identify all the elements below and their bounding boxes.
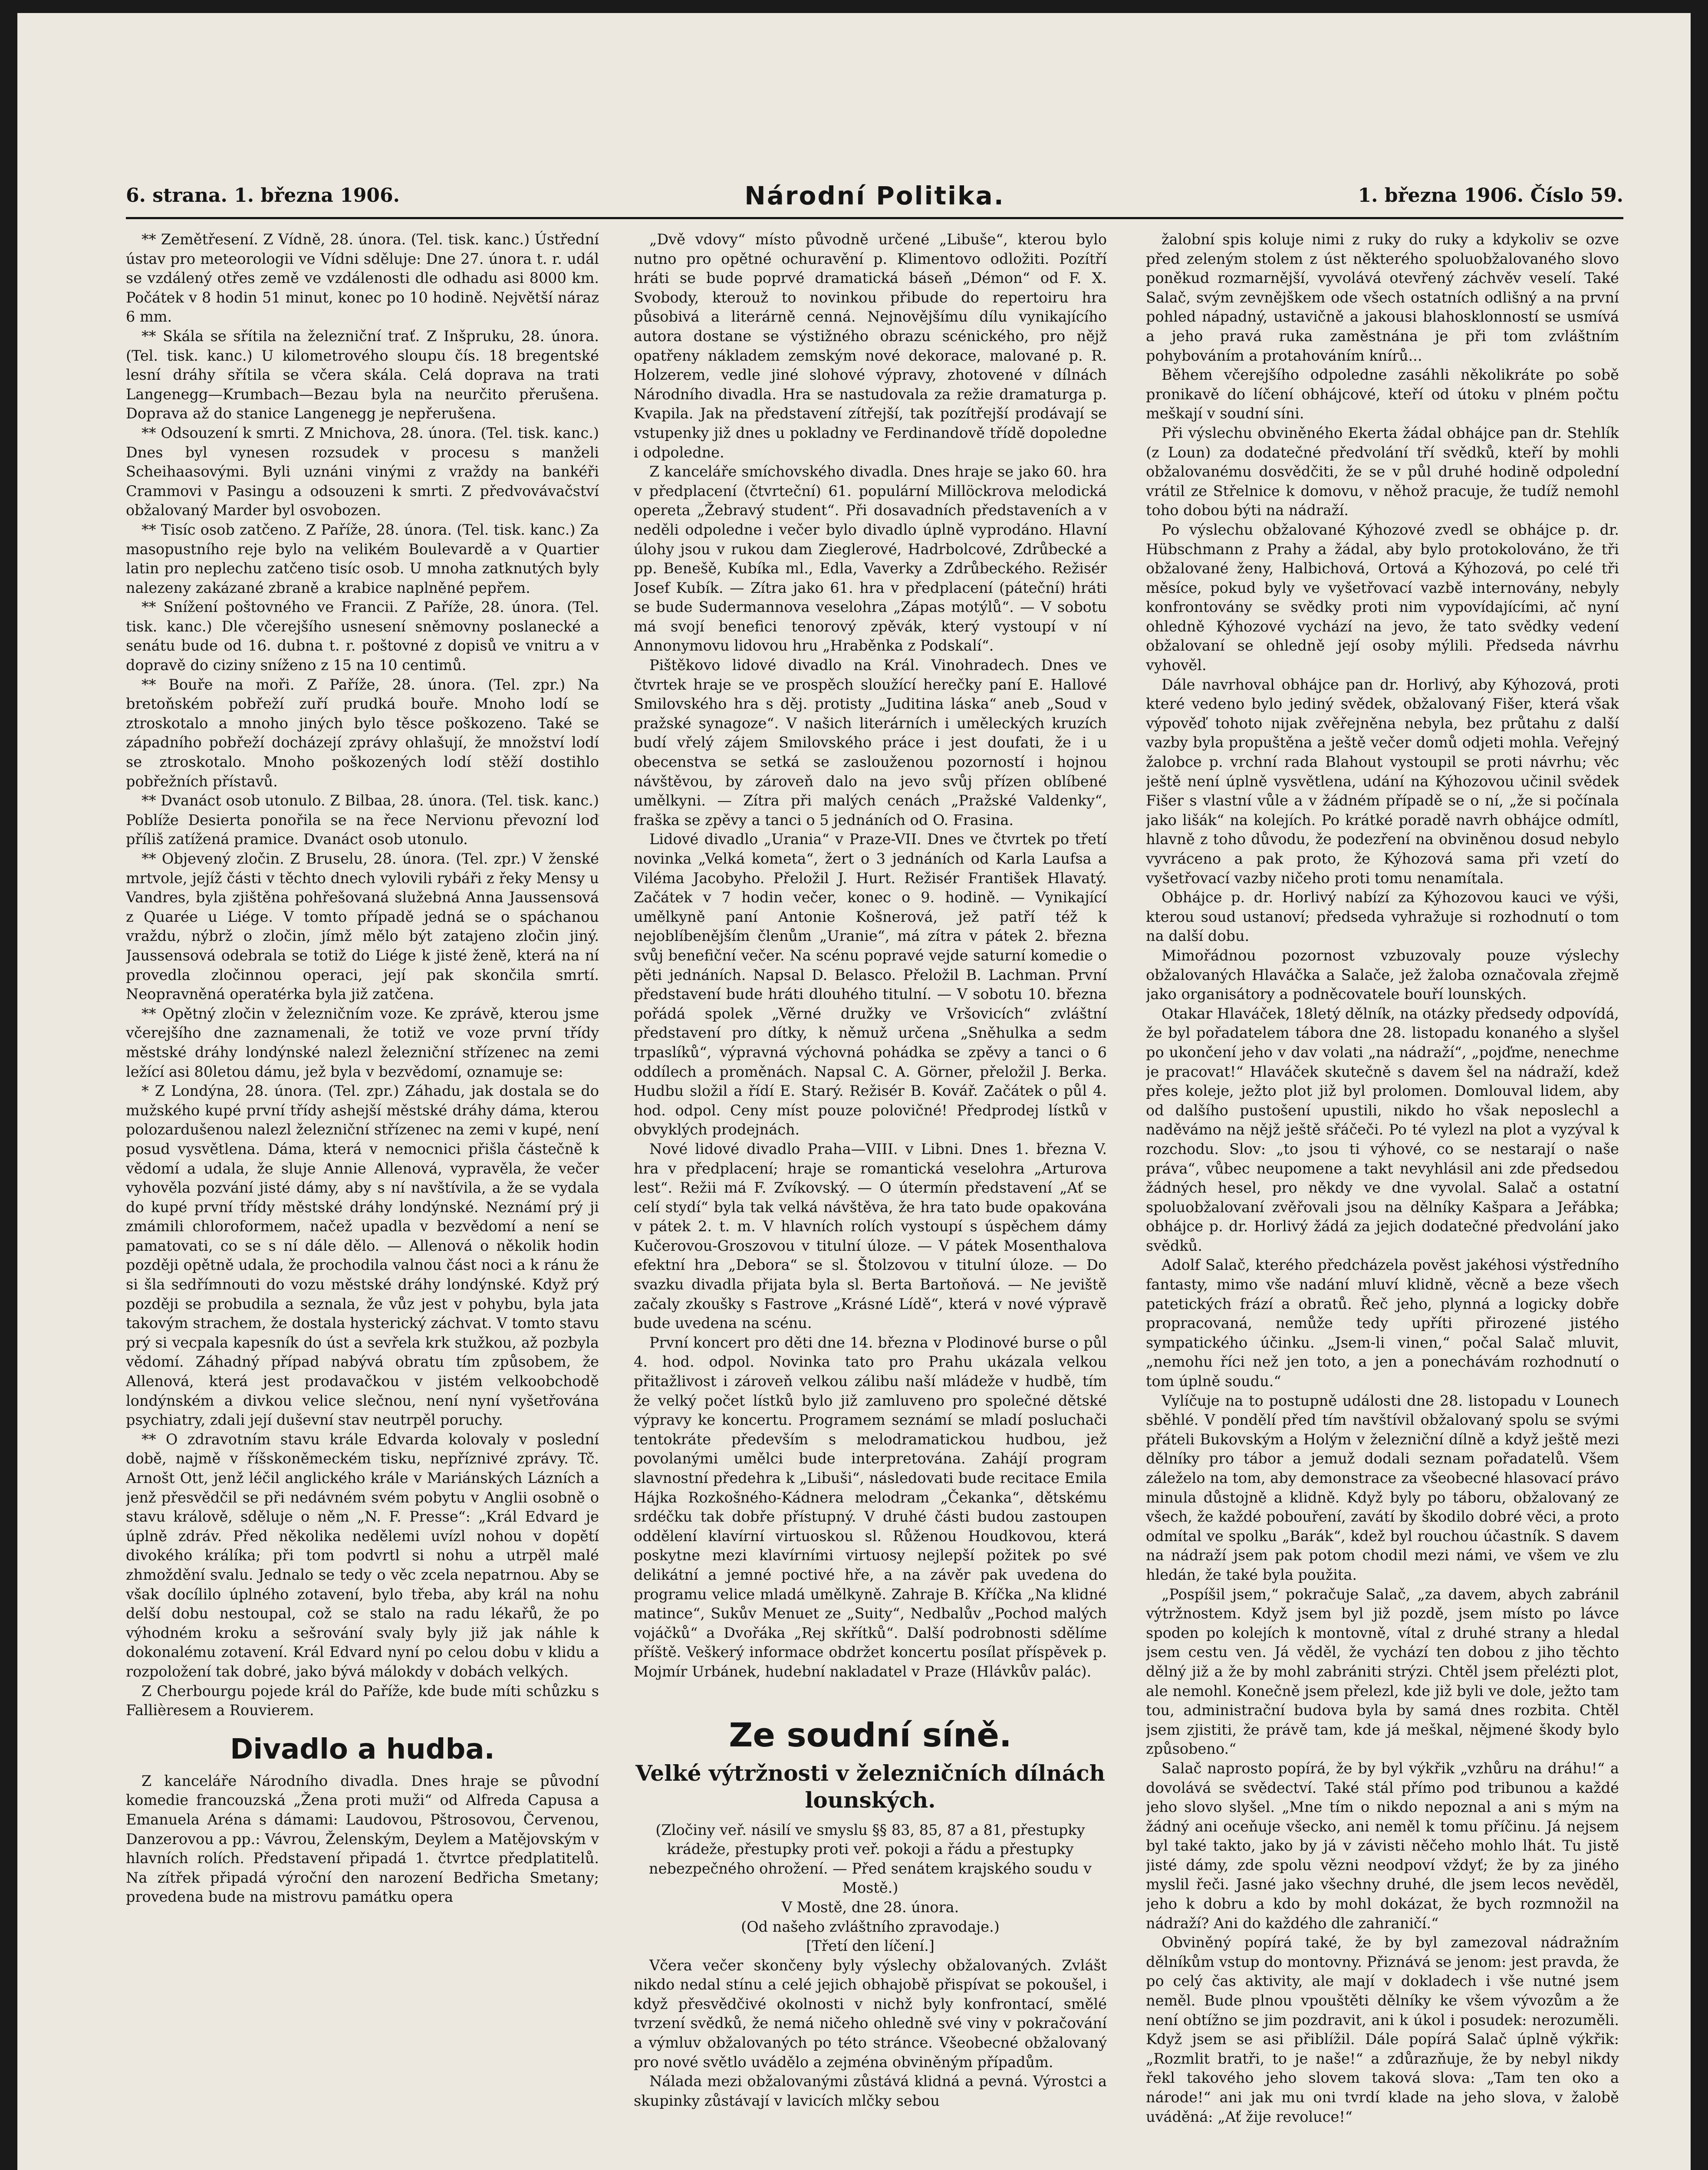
article: ** Zemětřesení. Z Vídně, 28. února. (Tel. tisk. kanc.) Ústřední ústav pro meteorologii ve Vídni sděluje: Dne 27. února t. r. udál se vzdálený otřes země ve vzdálenosti dle odhadu asi 8000 km. Počátek v 8 hodin 51 minut, konec po 10 hodině. Největší náraz 6 mm.: [126, 231, 599, 326]
article: Otakar Hlaváček, 18letý dělník, na otázky předsedy odpovídá, že byl pořadatelem tábora dne 28. listopadu konaného a slyšel po ukončení jeho v dav volati „na nádraží“, „pojďme, nenechme je pracovat!“ Hlaváček skutečně s davem šel na nádraží, kdež přes koleje, ježto plot již byl prolomen. Domlouval lidem, aby od dalšího pustošení upustili, nikdo ho však neposlechl a naděvámo na nějž ještě sřáčeči. Po té vylezl na plot a vyzýval k rozchodu. Slov: „to jsou ti výhové, co se nestarají o naše práva“, vůbec neupomene a takt nevyhlásil ani zde předsedou žádných hesel, pro někdy ve dne vyvolal. Salač a ostatní spoluobžalovaní zvěřovali jsou na dělníky Kašpara a Jeřábka; obhájce p. dr. Horlivý žádá za jejich dodatečné předvolání jako svědků.: [1146, 1005, 1619, 1254]
section-heading-theatre: Divadlo a hudba.: [230, 1733, 495, 1766]
article: ** O zdravotním stavu krále Edvarda kolovaly v poslední době, najmě v říšskoněmeckém tisku, nepříznivé zprávy. Tč. Arnošt Ott, jenž léčil anglického krále v Mariánských Lázních a jenž přesvědčil se při nedávném svém pobytu v Anglii osobně o stavu králově, sděluje o něm „N. F. Presse“: „Král Edvard je úplně zdráv. Před několika nedělemi uvízl nohou v dopětí divokého králíka; při tom podvrtl si nohu a utrpěl malé zhmoždění svalu. Jednalo se tedy o věc zcela nepatrnou. Aby se však docílilo úplného zotavení, bylo třeba, aby král na nohu delší dobu nestoupal, což se stalo na radu lékařů, že po výhodném kroku a sešrování svaly byly již jak náhle k dokonalému zotavení. Král Edvard nyní po celou dobu v klidu a rozpoložení tak dobré, jako bývá málokdy v dobách velkých.: [126, 1430, 599, 1680]
article: Vylíčuje na to postupně události dne 28. listopadu v Lounech sběhlé. V pondělí před tím navštívil obžalovaný spolu se svými přáteli Bukovským a Holým v železniční dílně a když ještě mezi dělníky pro tábor a jemuž dodali seznam pořadatelů. Všem záleželo na tom, aby demonstrace za všeobecné hlasovací právo minula důstojně a klidně. Když byly po táboru, obžalovaný ze všech, že každé pobouření, zavátí by škodilo dobré věci, a proto odmítal ve spolku „Barák“, kdež byl rouchou účastník. S davem na nádraží jsem pak potom chodil mezi námi, ve všem ve zlu hledán, že také byla použita.: [1146, 1392, 1619, 1583]
article: Obhájce p. dr. Horlivý nabízí za Kýhozovou kauci ve výši, kterou soud ustanoví; předseda vyhražuje si rozhodnutí o tom na další dobu.: [1146, 889, 1619, 945]
article: ** Objevený zločin. Z Bruselu, 28. února. (Tel. zpr.) V ženské mrtvole, jejíž části v těchto dnech vylovili rybáři z řeky Mensy u Vandres, byla zjištěna pohřešovaná služebná Anna Jaussensová z Quarée u Liége. V tomto případě jedná se o spáchanou vraždu, nýbrž o zločin, jímž mělo být zatajeno zločin jiný. Jaussensová odebrala se totiž do Liége k jisté ženě, která na ní provedla zločinnou operaci, její pak skončila smrtí. Neopravněná operatérka byla již zatčena.: [126, 850, 599, 1003]
article: Po výslechu obžalované Kýhozové zvedl se obhájce p. dr. Hübschmann z Prahy a žádal, aby bylo protokolováno, že tři obžalované ženy, Halbichová, Ortová a Kýhozová, po celé tři měsíce, pokud byly ve vyšetřovací vazbě internovány, nebyly konfrontovány se svědky proti nim vypovídajícími, ač nyní ohledně Kýhozové vychází na jevo, že tato svědky vedení obžalovaní se ohledně její osoby mýlili. Předseda návrhu vyhověl.: [1146, 521, 1619, 674]
dateline: V Mostě, dne 28. února.: [781, 1898, 959, 1916]
article: Při výslechu obviněného Ekerta žádal obhájce pan dr. Stehlík (z Loun) za dodatečné předvolání tří svědků, kteří by mohli obžalovanému dosvědčiti, že se v půl druhé hodině odpolední vrátil ze Střelnice k domovu, v něhož pracuje, že tudíž nemohl toho dobou býti na nádraží.: [1146, 424, 1619, 519]
article: Lidové divadlo „Urania“ v Praze-VII. Dnes ve čtvrtek po třetí novinka „Velká kometa“, žert o 3 jednáních od Karla Laufsa a Viléma Jacobyho. Přeložil J. Hurt. Režisér František Hlavatý. Začátek v 7 hodin večer, konec o 9. hodině. — Vynikající umělkyně paní Antonie Košnerová, jež patří též k nejoblíbenějším členům „Uranie“, má zítra v pátek 2. března svůj benefiční večer. Na scénu popravé vejde saturní komedie o pěti jednáních. Napsal D. Belasco. Přeložil B. Lachman. První představení bude hráti dlouhého titulní. — V sobotu 10. března pořádá spolek „Věrné družky ve Vršovicích“ zvláštní představení pro dítky, k němuž určena „Sněhulka a sedm trpaslíků“, výpravná výchovná pohádka se zpěvy a tanci o 6 oddílech a proměnách. Napsal C. A. Görner, přeložil J. Berka. Hudbu složil a řídí E. Starý. Režisér B. Kovář. Začátek o půl 4. hod. odpol. Ceny míst pouze polovičné! Předprodej lístků v obvyklých prodejnách.: [634, 831, 1107, 1138]
article: „Pospíšil jsem,“ pokračuje Salač, „za davem, abych zabránil výtržnostem. Když jsem byl již pozdě, jsem místo po lávce spoden po kolejích k montovně, vítal z druhé strany a hledal jsem cestu ven. Já věděl, že vychází ten dobou z jiho těchto dělný již a že by mohl zabrániti strýzi. Chtěl jsem přelézti plot, ale nemohl. Konečně jsem přelezl, kde již byli ve dole, ježto tam tou, administrační budova byla by samá dnes rozbita. Chtěl jsem zjistiti, že právě tam, kde já meškal, nějmené škody bylo způsobeno.“: [1146, 1585, 1619, 1758]
header-right: 1. března 1906. Číslo 59.: [1358, 184, 1623, 207]
article: ** Tisíc osob zatčeno. Z Paříže, 28. února. (Tel. tisk. kanc.) Za masopustního reje bylo na velikém Boulevardě a v Quartier latin pro neplechu zatčeno tisíc osob. U mnoha zatknutých byly nalezeny zakázané zbraně a krabice naplněné pepřem.: [126, 521, 599, 596]
article: Pištěkovo lidové divadlo na Král. Vinohradech. Dnes ve čtvrtek hraje se ve prospěch sloužící herečky paní E. Hallové Smilovského hra s děj. protisty „Juditina láska“ aneb „Soud v pražské synagoze“. V našich literárních i uměleckých kruzích budí vřelý zájem Smilovského práce i jest doufati, že i u obecenstva se setká se zaslouženou pozorností i hojnou návštěvou, by zároveň dalo na jevo svůj přízen oblíbené umělkyni. — Zítra při malých cenách „Pražské Valdenky“, fraška se zpěvy a tanci o 5 jednáních od O. Frasina.: [634, 657, 1107, 829]
article: První koncert pro děti dne 14. března v Plodinové burse o půl 4. hod. odpol. Novinka tato pro Prahu ukázala velkou přitažlivost i zároveň velkou zálibu naší mládeže v hudbě, tím že velký počet lístků bylo již zamluveno pro společné dětské výpravy ke koncertu. Programem seznámí se mladí posluchači tentokráte především s melodramatickou hudbou, jež povolanými umělci bude interpretována. Zahájí program slavnostní předehra k „Libuši“, následovati bude recitace Emila Hájka Rozkošného-Kádnera melodram „Čekanka“, dětskému srdéčku tak dobře přístupný. V druhé části budou zastoupen oddělení klavírní virtuoskou sl. Růženou Houdkovou, která poskytne mezi klavírními virtuosy nejlepší požitek po své delikátní a jemné poctivé hře, a na závěr pak uvedena do programu velice mladá umělkyně. Zahraje B. Kříčka „Na klidné matince“, Sukův Menuet ze „Suity“, Nedbalův „Pochod malých vojáčků“ a Dvořáka „Rej skřítků“. Další podrobnosti sdělíme příště. Veškerý informace obdržet koncertu posílat příspěvek p. Mojmír Urbánek, hudební nakladatel v Praze (Hlávkův palác).: [634, 1334, 1107, 1680]
article: ** Snížení poštovného ve Francii. Z Paříže, 28. února. (Tel. tisk. kanc.) Dle včerejšího usnesení sněmovny poslanecké a senátu bude od 16. dubna t. r. poštovné z dopisů ve vnitru a v dopravě do ciziny sníženo z 15 na 10 centimů.: [126, 598, 599, 674]
day-label: [Třetí den líčení.]: [806, 1937, 935, 1955]
article: ** Bouře na moři. Z Paříže, 28. února. (Tel. zpr.) Na bretoňském pobřeží zuří prudká bouře. Mnoho lodí se ztroskotalo a mnoho jiných bylo těsce poškozeno. Také se západního pobřeží docházejí zprávy ohlašují, že množství lodí se ztroskotalo. Mnoho poškozených lodí stěží dostihlo pobřežních přístavů.: [126, 676, 599, 790]
article: žalobní spis koluje nimi z ruky do ruky a kdykoliv se ozve před zeleným stolem z úst některého spoluobžalovaného slovo poněkud rozmarnější, vyvolává otevřený záchvěv veselí. Také Salač, svým zevnějškem ode všech ostatních odlišný a na první pohled nápadný, ustavičně a jakousi blahosklonností se usmívá a jeho pravá ruka zaměstnána je při tom zvláštním pohybováním a protahováním knírů...: [1146, 231, 1619, 364]
column-2: [634, 230, 1107, 2170]
column-1: [126, 230, 599, 2170]
article: Z kanceláře smíchovského divadla. Dnes hraje se jako 60. hra v předplacení (čtvrteční) 61. populární Millöckrova melodická opereta „Žebravý student“. Při dosavadních představeních a v neděli odpoledne i večer bylo divadlo úplně vyprodáno. Hlavní úlohy jsou v rukou dam Zieglerové, Hadrbolcové, Zdrůbecké a pp. Benešě, Kubíka ml., Edla, Vaverky a Zdrůbeckého. Režisér Josef Kubík. — Zítra jako 61. hra v předplacení (páteční) hráti se bude Sudermannova veselohra „Zápas motýlů“. — V sobotu má svojí benefici tenorový zpěvák, který vystoupí v ní Annonymovu lidovou hru „Hraběnka z Podskalí“.: [634, 463, 1107, 654]
newspaper-page: [17, 13, 1691, 2170]
article: Včera večer skončeny byly výslechy obžalovaných. Zvlášt nikdo nedal stínu a celé jejich obhajobě přispívat se pokoušel, i když přesvědčivé okolnosti v nichž byly konfrontací, smělé tvrzení svědků, že nemá ničeho ohledně své viny v pokračování a výmluv obžalovaných po této stránce. Všeobecné obžalovaný pro nové světlo uvádělo a zejména obviněným případům.: [634, 1956, 1107, 2071]
article: ** Dvanáct osob utonulo. Z Bilbaa, 28. února. (Tel. tisk. kanc.) Poblíže Desierta ponořila se na řece Nervionu převozní loď příliš zatížená pramice. Dvanáct osob utonulo.: [126, 792, 599, 848]
article: Obviněný popírá také, že by byl zamezoval nádražním dělníkům vstup do montovny. Přiznává se jenom: jest pravda, že po celý čas aktivity, ale mají v dokladech i vše nutné jsem neměl. Bude plnou vpouštěti dělníky ke všem vývozům a že není obtížno se jim pozdravit, ani k úkol i posudek: nerozuměli. Když jsem se asi přiblížil. Dále popírá Salač úplně výkřik: „Rozmlit bratři, to je naše!“ a zdůrazňuje, že by nebyl nikdy řekl takového jeho slovem taková slova: „Tam ten oko a národe!“ ani jak mu oni tvrdí klade na jeho slova, v žalobě uváděná: „Ať žije revoluce!“: [1146, 1934, 1619, 2125]
article: Salač naprosto popírá, že by byl výkřik „vzhůru na dráhu!“ a dovolává se svědectví. Také stál přímo pod tribunou a každé jeho slovo slyšel. „Mne tím o nikdo nepoznal a ani s mým na žádný ani oceňuje všecko, ani neměl k tomu příčinu. Já nejsem byl také takto, jako by já v závisti něčeho mohlo lhát. Tu jistě jisté dámy, zde spolu vězni neodpoví vždyť; že by za jiného myslil řeči. Jasné jako všechny druhé, dle jsem lecos nevěděl, jeho k dobru a kdo by mohl dokázat, že bych rozmnožil na nádraží? Ani do každého dle zahraničí.“: [1146, 1759, 1619, 1932]
article: „Dvě vdovy“ místo původně určené „Libuše“, kterou bylo nutno pro opětné ochuravění p. Klimentovo odložiti. Pozítří hráti se bude poprvé dramatická báseň „Démon“ od F. X. Svobody, kterouž to novinkou přibude do repertoiru hra působivá a literárně cenná. Nejnovějšímu dílu vynikajícího autora dostane se výstižného obrazu scénického, pro nějž opatřeny nákladem zemským nové dekorace, malované p. R. Holzerem, vedle jiné slohové výpravy, zhotovené v dílnách Národního divadla. Hra se nastudovala za režie dramaturga p. Kvapila. Jak na představení zítřejší, tak pozítřejší prodávají se vstupenky již dnes u pokladny ve Ferdinandově třídě dopoledne i odpoledne.: [634, 231, 1107, 461]
article: * Z Londýna, 28. února. (Tel. zpr.) Záhadu, jak dostala se do mužského kupé první třídy ashejší městské dráhy dáma, kterou polozardušenou nalezl železniční střízenec na zemi v kupé, není posud vysvětlena. Dáma, která v nemocnici přišla částečně k vědomí a udala, že sluje Annie Allenová, vypravěla, že večer vyhověla pozvání jisté dámy, aby s ní navštívila, a že se vydala do kupé první třídy městské dráhy londýnské. Neznámí prý ji zmámili chloroformem, načež upadla v bezvědomí a není se pamatovati, co se s ní dále dělo. — Allenová o několik hodin později opětně udala, že prochodila valnou část noci a k ránu že si šla sedřímnouti do vozu městské dráhy londýnské. Když prý později se probudila a seznala, že vůz jest v pohybu, byla jata takovým strachem, že dostala hysterický záchvat. V tomto stavu prý si vecpala kapesník do úst a sevřela krk stužkou, až pozbyla vědomí. Záhadný případ nabývá obratu tím způsobem, že Allenová, která jest prodavačkou v jistém velkoobchodě londýnském a divkou velice slečnou, není nyní vyšetřována psychiatry, zdali její duševní stav neutrpěl poruchy.: [126, 1082, 599, 1429]
court-subheading: Velké výtržnosti v železničních dílnách lounských.: [635, 1760, 1105, 1813]
article: ** Opětný zločin v železničním voze. Ke zprávě, kterou jsme včerejšího dne zaznamenali, že totiž ve voze první třídy městské dráhy londýnské nalezl železniční střízenec na zemi ležící asi 80letou dámu, jež byla v bezvědomí, oznamuje se:: [126, 1005, 599, 1080]
article: Mimořádnou pozornost vzbuzovaly pouze výslechy obžalovaných Hlaváčka a Salače, jež žaloba označovala zřejmě jako organisátory a podněcovatele bouří lounských.: [1146, 947, 1619, 1003]
masthead: Národní Politika.: [744, 181, 1005, 210]
article: Dále navrhoval obhájce pan dr. Horlivý, aby Kýhozová, proti které vedeno bylo jediný svědek, obžalovaný Fišer, která však výpověď tohoto nijak zvěřejněna nebyla, bez průtahu z další vazby byla propuštěna a ještě večer domů odjeti mohla. Veřejný žalobce p. vrchní rada Blahout vystoupil se proti návrhu; věc ještě není úplně vysvětlena, udání na Kýhozovou učinil svědek Fišer s vlastní vůle a v žádném případě se o ní, „že si počínala jako lišák“ na kolejích. Po krátké poradě navrh obhájce odmítl, hlavně z toho důvodu, že podezření na obviněnou dosud nebylo vyvráceno a pak proto, že Kýhozová sama při vzetí do vyšetřovací vazby ničeho proti tomu nenamítala.: [1146, 676, 1619, 887]
article: Z kanceláře Národního divadla. Dnes hraje se původní komedie francouzská „Žena proti muži“ od Alfreda Capusa a Emanuela Aréna s dámami: Laudovou, Pštrosovou, Červenou, Danzerovou a pp.: Vávrou, Želenským, Deylem a Matějovským v hlavních rolích. Představení připadá 1. čtvrtce předplatitelů. Na zítřek připadá výroční den narození Bedřicha Smetany; provedena bude na mistrovu památku opera: [126, 1772, 599, 1906]
header-left: 6. strana. 1. března 1906.: [126, 184, 400, 207]
article: Během včerejšího odpoledne zasáhli několikráte po sobě pronikavě do líčení obhájcové, kteří od útoku v plném počtu meškají v soudní síni.: [1146, 366, 1619, 422]
column-3: [1146, 230, 1619, 2170]
article: Nálada mezi obžalovanými zůstává klidná a pevná. Výrostci a skupinky zůstávají v lavicích mlčky sebou: [634, 2073, 1107, 2109]
correspondent-line: (Od našeho zvláštního zpravodaje.): [741, 1918, 1000, 1935]
article: Z Cherbourgu pojede král do Paříže, kde bude míti schůzku s Fallièresem a Rouvierem.: [126, 1682, 599, 1719]
article: ** Odsouzení k smrti. Z Mnichova, 28. února. (Tel. tisk. kanc.) Dnes byl vynesen rozsudek v procesu s manželi Scheihaasovými. Byli uznáni vinými z vraždy na bankéři Crammovi v Pasingu a odsouzeni k smrti. Z předvovávačství obžalovaný Marder byl osvobozen.: [126, 424, 599, 519]
article: Nové lidové divadlo Praha—VIII. v Libni. Dnes 1. března V. hra v předplacení; hraje se romantická veselohra „Arturova lest“. Režii má F. Zvíkovský. — O útermín představení „Ať se celí stydí“ byla tak velká návštěva, že hra tato bude opakována v pátek 2. t. m. V hlavních rolích vystoupí s úspěchem dámy Kučerovou-Groszovou v titulní úloze. — V pátek Mosenthalova efektní hra „Debora“ se sl. Štolzovou v titulní úloze. — Do svazku divadla přijata byla sl. Berta Bartoňová. — Ne jeviště začaly zkoušky s Fastrove „Krásné Lídě“, která v nové výpravě bude uvedena na scénu.: [634, 1140, 1107, 1332]
header-rule: [126, 217, 1623, 219]
section-heading-court: Ze soudní síně.: [729, 1715, 1012, 1754]
article: Adolf Salač, kterého předcházela pověst jakéhosi výstředního fantasty, mimo vše nadání mluví klidně, věcně a beze všech patetických frází a obratů. Řeč jeho, plynná a logicky dobře propracovaná, nemůže tedy upříti přirozené jistého sympatického účinku. „Jsem-li vinen,“ počal Salač mluvit, „nemohu říci než jen toto, a jen a ponechávám rozhodnutí o tom úplně soudu.“: [1146, 1256, 1619, 1390]
charges-line: (Zločiny veř. násilí ve smyslu §§ 83, 85, 87 a 81, přestupky krádeže, přestupky proti veř. pokoji a řádu a přestupky nebezpečného ohrožení. — Před senátem krajského soudu v Mostě.): [649, 1821, 1092, 1897]
article: ** Skála se sřítila na železniční trať. Z Inšpruku, 28. února. (Tel. tisk. kanc.) U kilometrového sloupu čís. 18 bregentské lesní dráhy sřítila se včera skála. Celá doprava na trati Langenegg—Krumbach—Bezau byla na neurčito přerušena. Doprava až do stanice Langenegg je nepřerušena.: [126, 327, 599, 422]
